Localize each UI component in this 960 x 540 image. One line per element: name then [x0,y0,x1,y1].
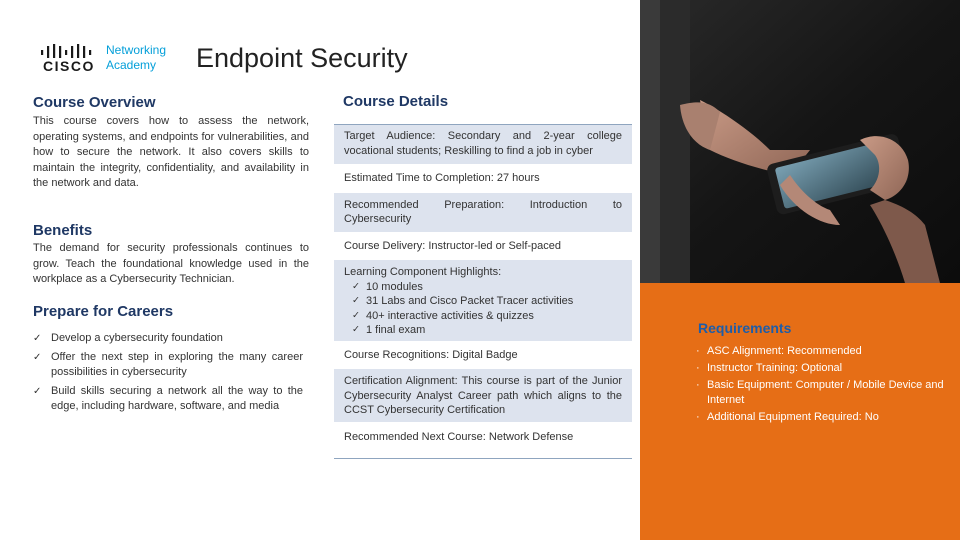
estimated-time-row: Estimated Time to Completion: 27 hours [334,166,632,193]
requirements-list [696,344,951,427]
checkmark-icon: ✓ [352,324,360,335]
careers-list [33,331,303,418]
person-holding-tablet-image [640,0,960,283]
cisco-wordmark: CISCO [43,58,95,74]
highlights-label: Learning Component Highlights: [344,266,502,278]
benefits-text: The demand for security professionals continues to grow. Teach the foundational knowledge used in the workplace as a Cybersecurity Technician. [33,242,309,285]
checkmark-icon: ✓ [33,385,42,397]
checkmark-icon: ✓ [33,333,42,344]
bullet-icon: · [696,379,700,391]
list-item: ✓ 1 final exam [352,324,426,336]
course-details-heading: Course Details [343,93,449,110]
next-course-row: Recommended Next Course: Network Defense [334,424,632,459]
networking-academy-text: Networking Academy [106,43,167,72]
recognitions-row: Course Recognitions: Digital Badge [334,343,632,370]
hero-photo [640,0,960,283]
course-overview-text: This course covers how to assess the network, operating systems, and endpoints for vulnerabilities, and how to secure the network. It also covers skills to maintain the integrity, confidentiality, and availability in the network and data. [33,115,309,189]
cisco-bars-icon [40,44,96,58]
target-audience-row: Target Audience: Secondary and 2-year college vocational students; Reskilling to find a job in cyber [334,125,632,166]
checkmark-icon: ✓ [352,309,360,321]
requirements-panel [640,283,960,540]
certification-row: Certification Alignment: This course is part of the Junior Cybersecurity Analyst Career path which aligns to the CCST Cybersecurity Certification [334,369,632,424]
list-item: ✓ 31 Labs and Cisco Packet Tracer activities [352,295,574,307]
checkmark-icon: ✓ [352,295,360,306]
delivery-row: Course Delivery: Instructor-led or Self-paced [334,234,632,261]
checkmark-icon: ✓ [33,351,42,363]
list-item: ✓ Develop a cybersecurity foundation [33,331,303,347]
list-item: · ASC Alignment: Recommended [696,345,862,357]
benefits-heading: Benefits [33,222,93,239]
bullet-icon: · [696,345,700,357]
careers-heading: Prepare for Careers [33,303,174,320]
course-details-table [334,124,632,459]
list-item: · Additional Equipment Required: No [696,411,879,423]
list-item: ✓ 40+ interactive activities & quizzes [352,309,534,322]
course-overview-heading: Course Overview [33,94,156,111]
list-item: · Instructor Training: Optional [696,362,843,374]
page-title: Endpoint Security [196,43,408,73]
cisco-networking-academy-logo [38,42,188,78]
list-item: ✓ Build skills securing a network all the way to the edge, including hardware, software, and media [33,384,303,412]
bullet-icon: · [696,411,700,423]
list-item: ✓ 10 modules [352,280,423,293]
highlights-row [334,260,632,343]
highlights-list [344,280,622,338]
list-item: ✓ Offer the next step in exploring the many career possibilities in cybersecurity [33,350,303,378]
preparation-row: Recommended Preparation: Introduction to Cybersecurity [334,193,632,234]
bullet-icon: · [696,362,700,374]
checkmark-icon: ✓ [352,280,360,292]
requirements-heading: Requirements [698,320,792,336]
list-item: · Basic Equipment: Computer / Mobile Device and Internet [696,379,944,406]
